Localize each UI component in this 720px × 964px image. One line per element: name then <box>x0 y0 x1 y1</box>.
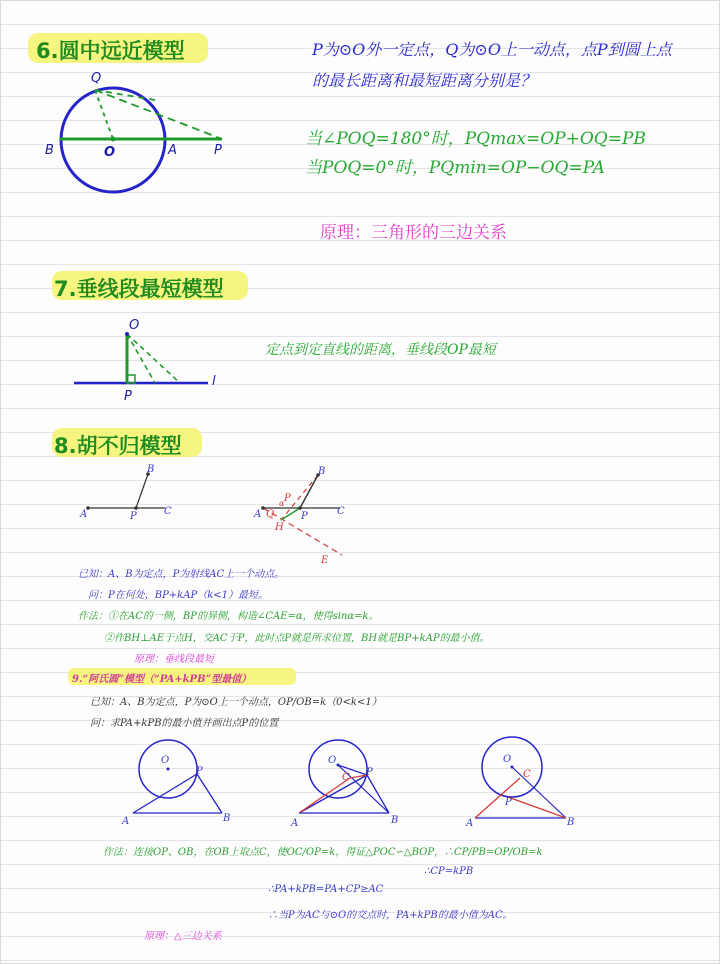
section8-method: 作法：①在AC的一侧，BP的异侧，构造∠CAE=α，使得sinα=k。 <box>78 611 379 622</box>
fig9c-label-c: C <box>523 769 531 780</box>
fig2-label-p-upper: P <box>284 493 291 504</box>
fig9c-label-b: B <box>567 817 575 828</box>
section9-step1: ∴CP=kPB <box>424 866 474 877</box>
label-o: O <box>129 318 140 333</box>
fig9b-label-p: P <box>366 767 373 778</box>
section9-ask: 问：求PA+kPB的最小值并画出点P的位置 <box>90 718 279 729</box>
fig2-label-h: H <box>275 522 284 533</box>
fig9a-label-p: P <box>196 766 203 777</box>
fig2-label-q: Q <box>266 509 275 520</box>
fig9b-label-c: C <box>342 772 350 783</box>
label-b: B <box>45 143 54 158</box>
section6-heading: 6.圆中远近模型 <box>36 39 185 63</box>
label-p: P <box>214 143 222 158</box>
section9-principle: 原理：△三边关系 <box>144 931 222 942</box>
segment-qp-dashed <box>95 90 222 139</box>
section6-case-min: 当POQ=0°时，PQmin=OP−OQ=PA <box>305 158 605 178</box>
point-o <box>111 137 116 142</box>
fig9c-label-p: P <box>505 797 512 808</box>
section8-principle: 原理：垂线段最短 <box>134 654 214 665</box>
perpendicular-figure <box>74 332 208 383</box>
section9-step3: ∴当P为AC与⊙O的交点时，PA+kPB的最小值为AC。 <box>268 910 513 921</box>
fig2-label-c: C <box>337 506 345 517</box>
section6-case-max: 当∠POQ=180°时，PQmax=OP+OQ=PB <box>305 129 646 149</box>
section7-heading: 7.垂线段最短模型 <box>54 277 224 301</box>
hubugui-figure-1 <box>86 472 165 510</box>
label-q: Q <box>91 71 102 86</box>
fig9c-label-a: A <box>466 818 474 829</box>
segment-bp <box>300 475 318 508</box>
fig9a-label-o: O <box>161 755 170 766</box>
segment-bp <box>136 474 148 508</box>
section6-question-line1: P为⊙O外一定点，Q为⊙O上一动点，点P到圆上点 <box>312 40 672 59</box>
fig2-label-alpha: α <box>279 499 285 508</box>
label-a: A <box>168 143 177 158</box>
fig9b-label-b: B <box>391 815 399 826</box>
fig1-label-p: P <box>130 511 137 522</box>
fig9b-label-o: O <box>328 755 337 766</box>
label-l: l <box>212 374 216 389</box>
fig1-label-b: B <box>147 464 155 475</box>
label-p: P <box>124 389 132 404</box>
fig2-label-e: E <box>321 555 329 566</box>
section8-given: 已知：A、B为定点，P为射线AC上一个动点。 <box>78 569 285 580</box>
section6-question-line2: 的最长距离和最短距离分别是？ <box>312 71 537 90</box>
fig1-label-c: C <box>164 506 172 517</box>
fig9b-label-a: A <box>291 818 299 829</box>
segment-hp <box>281 508 300 520</box>
segment-qo-dashed <box>95 90 113 139</box>
fig2-label-b: B <box>318 466 326 477</box>
circle-model-figure <box>60 88 222 192</box>
section8-heading: 8.胡不归模型 <box>54 434 182 458</box>
fig9c-label-o: O <box>503 754 512 765</box>
section9-heading: 9.“阿氏圆”模型（“PA+kPB”型最值） <box>72 674 252 685</box>
fig2-label-a: A <box>254 509 262 520</box>
fig9a-label-a: A <box>122 816 130 827</box>
fig1-label-a: A <box>80 509 88 520</box>
section9-given: 已知：A、B为定点，P为⊙O上一个动点，OP/OB=k（0<k<1） <box>90 697 382 708</box>
fig2-label-p: P <box>301 511 308 522</box>
fig9a-label-b: B <box>223 813 231 824</box>
section9-method: 作法：连接OP、OB，在OB上取点C，使OC/OP=k，得证△POC∽△BOP，∴CP/PB=OP/OB=k <box>103 847 543 858</box>
apollonius-figure-3 <box>475 737 566 818</box>
section9-step2: ∴PA+kPB=PA+CP≥AC <box>268 884 384 895</box>
section7-note: 定点到定直线的距离，垂线段OP最短 <box>265 342 496 358</box>
apollonius-figure-1 <box>133 740 222 813</box>
label-o: O <box>104 145 116 160</box>
section8-method2: ②作BH⊥AE于点H，交AC于P，此时点P就是所求位置，BH就是BP+kAP的最小值。 <box>104 633 490 644</box>
section8-ask: 问：P在何处，BP+kAP（k<1）最短。 <box>88 590 268 601</box>
section6-principle: 原理：三角形的三边关系 <box>320 223 507 243</box>
